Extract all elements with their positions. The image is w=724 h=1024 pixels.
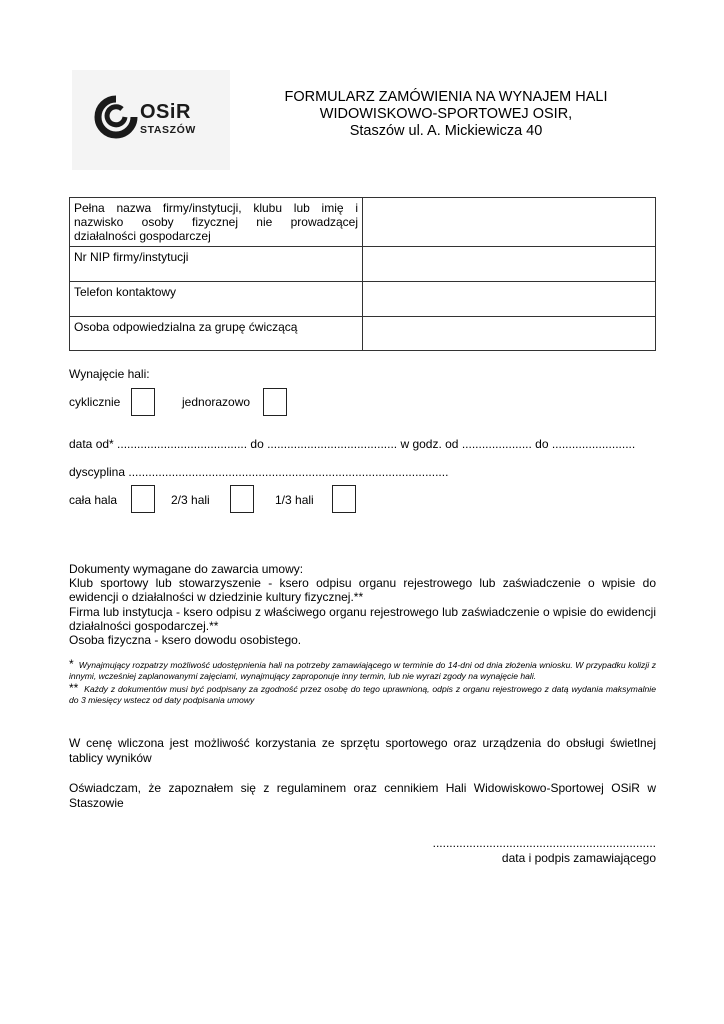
once-label: jednorazowo [182, 395, 251, 409]
title-line-3: Staszów ul. A. Mickiewicza 40 [349, 123, 543, 139]
required-documents [69, 562, 656, 647]
discipline-line[interactable]: dyscyplina ................................................................................................ [69, 465, 449, 479]
cyclic-label: cyklicznie [69, 395, 121, 409]
documents-club: Klub sportowy lub stowarzyszenie - ksero odpisu organu rejestrowego lub zaświadczenie o wpisie do ewidencji o działalności w dziedzinie kultury fizycznej.** [69, 576, 656, 605]
nip-field[interactable] [363, 247, 656, 282]
phone-label: Telefon kontaktowy [70, 282, 363, 317]
applicant-table [69, 197, 656, 351]
signature-label: data i podpis zamawiającego [501, 851, 656, 865]
one-third-hall-checkbox[interactable] [332, 485, 356, 513]
table-row [70, 282, 656, 317]
nip-label: Nr NIP firmy/instytucji [70, 247, 363, 282]
signature-block [433, 836, 656, 866]
declaration-paragraph: Oświadczam, że zapoznałem się z regulaminem oraz cennikiem Hali Widowiskowo-Sportowej OSiR w Staszowie [69, 781, 656, 810]
documents-company: Firma lub instytucja - ksero odpisu z właściwego organu rejestrowego lub zaświadczenie o wpisie do ewidencji działalności gospodarczej.** [69, 604, 656, 633]
footnote-2 [69, 680, 656, 707]
table-row [70, 198, 656, 247]
responsible-person-label: Osoba odpowiedzialna za grupę ćwiczącą [70, 317, 363, 351]
documents-person: Osoba fizyczna - ksero dowodu osobistego. [69, 633, 302, 648]
cyclic-checkbox[interactable] [131, 388, 155, 416]
applicant-name-field[interactable] [363, 198, 656, 247]
equipment-paragraph: W cenę wliczona jest możliwość korzystania ze sprzętu sportowego oraz urządzenia do obsługi świetlnej tablicy wyników [69, 736, 656, 765]
full-hall-checkbox[interactable] [131, 485, 155, 513]
signature-line[interactable]: ................................................................... [432, 836, 656, 850]
full-hall-label: cała hala [69, 493, 118, 507]
footnotes [69, 659, 656, 707]
footnote-2-text: Każdy z dokumentów musi być podpisany za zgodność przez osobę do tego uprawnioną, odpis z organu rejestrowego z datą wydania maksymalnie do 3 miesięcy wstecz od daty podpisania umowy [69, 683, 656, 706]
table-row [70, 247, 656, 282]
logo-text [140, 102, 196, 136]
title-line-1: FORMULARZ ZAMÓWIENIA NA WYNAJEM HALI [284, 89, 608, 105]
logo-brand: OSiR [140, 101, 191, 123]
applicant-name-label: Pełna nazwa firmy/instytucji, klubu lub imię i nazwisko osoby fizycznej nie prowadzącej działalności gospodarczej [70, 198, 363, 247]
one-third-hall-label: 1/3 hali [275, 493, 314, 507]
rental-heading: Wynajęcie hali: [69, 367, 150, 381]
footnote-1 [69, 659, 656, 683]
two-thirds-hall-checkbox[interactable] [230, 485, 254, 513]
table-row [70, 317, 656, 351]
logo-city: STASZÓW [140, 124, 196, 136]
responsible-person-field[interactable] [363, 317, 656, 351]
date-time-line[interactable]: data od* ....................................... do ....................................... w godz. od ..................... do ......................... [69, 437, 636, 451]
footnote-2-marker: ** [69, 680, 79, 695]
logo [72, 70, 230, 170]
footnote-1-marker: * [69, 657, 74, 671]
two-thirds-hall-label: 2/3 hali [171, 493, 210, 507]
osir-logo-icon [94, 95, 138, 139]
phone-field[interactable] [363, 282, 656, 317]
footnote-1-text: Wynajmujący rozpatrzy możliwość udostępnienia hali na potrzeby zamawiającego w terminie do 14-dni od dnia złożenia wniosku. W przypadku kolizji z innymi, wcześniej zaplanowanymi zajęciami, wynajmujący zaproponuje inny termin, lub nie wyrazi zgody na wynajęcie hali. [69, 660, 657, 682]
document-title [236, 89, 656, 140]
title-line-2: WIDOWISKOWO-SPORTOWEJ OSIR, [319, 106, 573, 122]
documents-heading: Dokumenty wymagane do zawarcia umowy: [69, 562, 304, 576]
once-checkbox[interactable] [263, 388, 287, 416]
